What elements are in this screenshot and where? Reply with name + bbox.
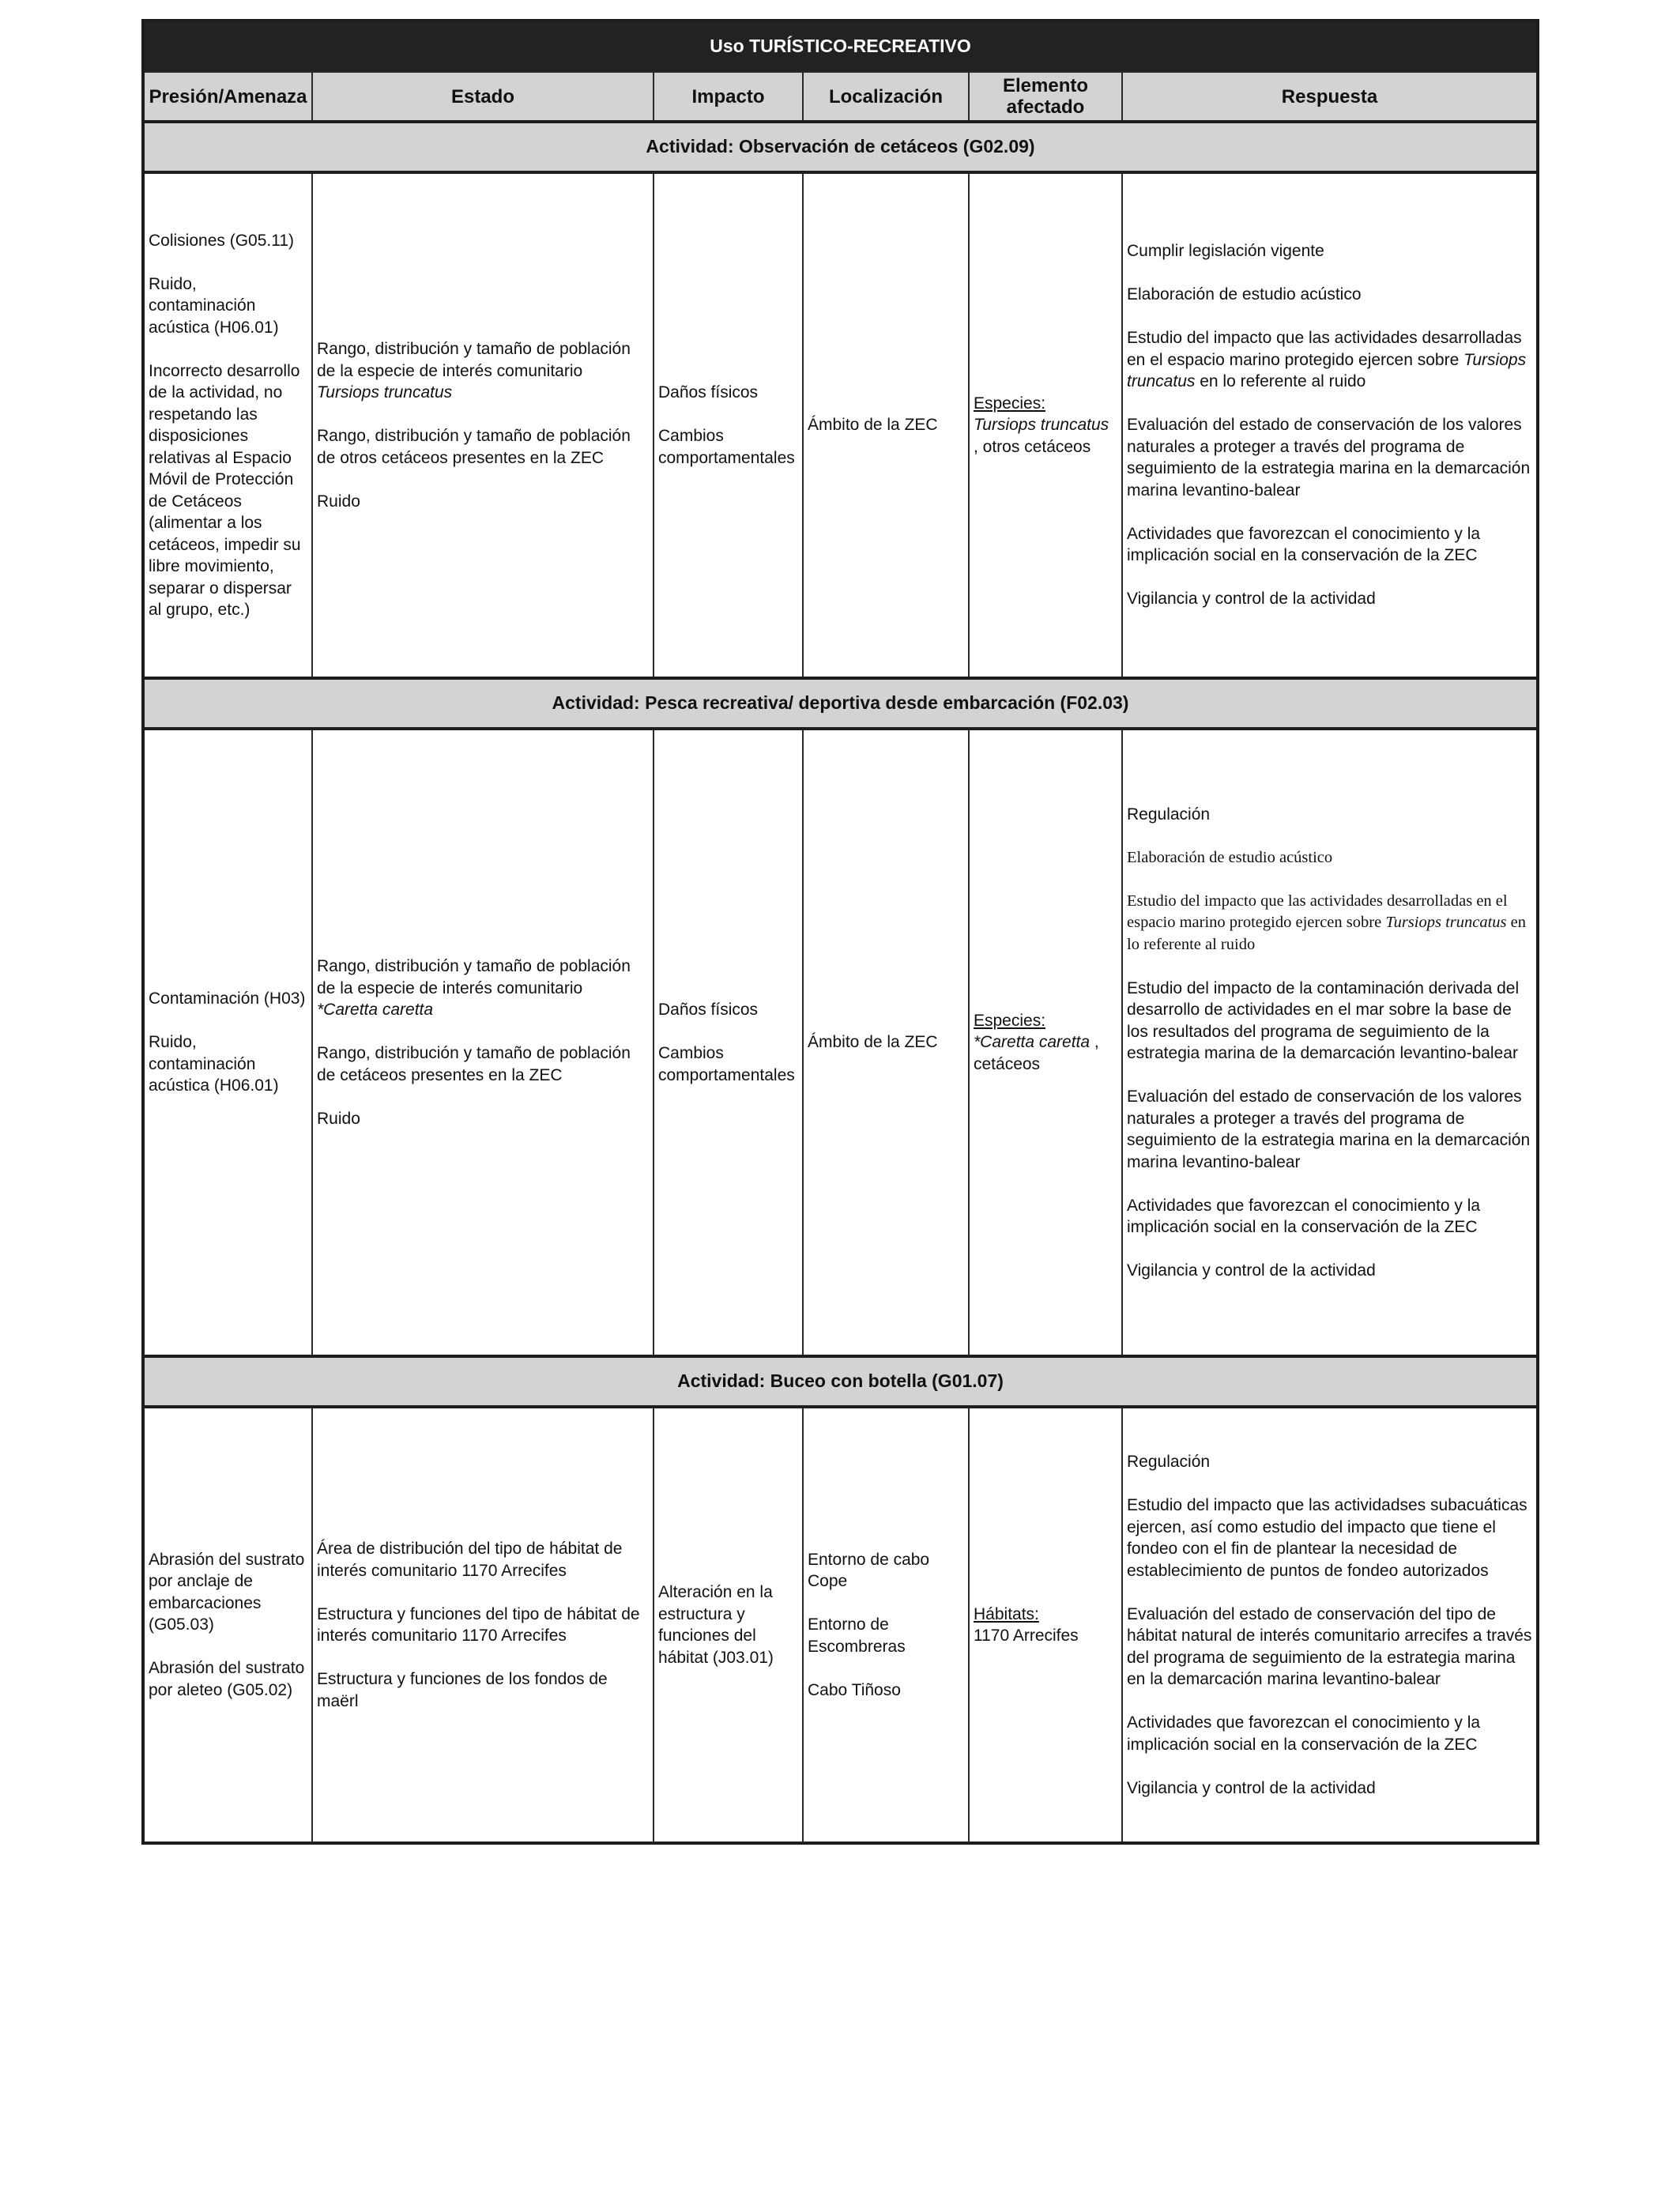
measures-table (141, 19, 1539, 1845)
respuesta-item: Actividades que favorezcan el conocimiento y la implicación social en la conservación de la ZEC (1127, 1713, 1481, 1754)
species-name: *Caretta caretta (317, 1001, 434, 1019)
respuesta-item: Estudio del impacto de la contaminación derivada del desarrollo de actividades en el mar sobre la base de los resultados del programa de seguimiento de la estrategia marina de la demarcación levantino-balear (1127, 978, 1520, 1062)
estado-item: Ruido (317, 1109, 360, 1128)
respuesta-item: Evaluación del estado de conservación de los valores naturales a proteger a través del programa de seguimiento de la estrategia marina en la demarcación marina levantino-balear (1127, 1088, 1531, 1171)
elemento-cell (969, 1407, 1122, 1843)
impacto-item: Alteración en la estructura y funciones del hábitat (J03.01) (658, 1583, 774, 1667)
estado-cell (312, 1407, 654, 1843)
impacto-item: Daños físicos (658, 383, 759, 401)
table-row (143, 1407, 1538, 1843)
respuesta-cell (1122, 1407, 1538, 1843)
elemento-label: Especies: (974, 1011, 1046, 1030)
respuesta-item: Evaluación del estado de conservación de los valores naturales a proteger a través del programa de seguimiento de la estrategia marina en la demarcación marina levantino-balear (1127, 416, 1531, 499)
table-row (143, 172, 1538, 678)
localizacion-cell (803, 729, 969, 1356)
col-respuesta: Respuesta (1122, 72, 1538, 122)
elemento-label: Hábitats: (974, 1604, 1039, 1623)
estado-cell (312, 172, 654, 678)
activity-row (143, 1356, 1538, 1407)
respuesta-item: Actividades que favorezcan el conocimiento y la implicación social en la conservación de la ZEC (1127, 1196, 1481, 1236)
respuesta-cell (1122, 729, 1538, 1356)
localizacion-item: Ámbito de la ZEC (808, 1033, 938, 1052)
col-estado: Estado (312, 72, 654, 122)
elemento-cell (969, 729, 1122, 1356)
estado-text: Rango, distribución y tamaño de población de la especie de interés comunitario (317, 340, 631, 380)
localizacion-item: Entorno de cabo Cope (808, 1550, 930, 1591)
estado-item: Área de distribución del tipo de hábitat de interés comunitario 1170 Arrecifes (317, 1540, 623, 1580)
presion-item: Incorrecto desarrollo de la actividad, no respetando las disposiciones relativas al Espacio Móvil de Protección de Cetáceos (alimentar a los cetáceos, impedir su libre movimiento, separar o dispersar al grupo, etc.) (149, 361, 301, 619)
elemento-label: Especies: (974, 394, 1046, 413)
presion-cell (143, 729, 312, 1356)
col-presion-amenaza: Presión/Amenaza (143, 72, 312, 122)
estado-item: Rango, distribución y tamaño de población de otros cetáceos presentes en la ZEC (317, 427, 631, 467)
activity-title: Actividad: Pesca recreativa/ deportiva desde embarcación (F02.03) (143, 678, 1538, 729)
col-elemento-line-2: afectado (1006, 96, 1085, 118)
presion-item: Colisiones (G05.11) (149, 231, 295, 250)
estado-item (317, 956, 649, 1021)
estado-item: Rango, distribución y tamaño de población de cetáceos presentes en la ZEC (317, 1044, 631, 1084)
estado-item (317, 338, 649, 404)
species-name: Tursiops truncatus (1127, 350, 1527, 391)
col-elemento-afectado (969, 72, 1122, 122)
respuesta-item: Regulación (1127, 1453, 1211, 1471)
presion-item: Abrasión del sustrato por aleteo (G05.02) (149, 1659, 305, 1699)
respuesta-item: Actividades que favorezcan el conocimiento y la implicación social en la conservación de la ZEC (1127, 524, 1481, 565)
estado-item: Estructura y funciones de los fondos de maërl (317, 1670, 608, 1710)
localizacion-item: Entorno de Escombreras (808, 1615, 906, 1656)
impacto-item: Daños físicos (658, 1001, 759, 1019)
respuesta-item: Vigilancia y control de la actividad (1127, 1261, 1376, 1280)
presion-cell (143, 172, 312, 678)
presion-item: Contaminación (H03) (149, 990, 306, 1008)
localizacion-cell (803, 172, 969, 678)
table-title-row (143, 21, 1538, 72)
localizacion-item: Ámbito de la ZEC (808, 416, 938, 435)
respuesta-item: Vigilancia y control de la actividad (1127, 1778, 1376, 1797)
presion-cell (143, 1407, 312, 1843)
respuesta-item: Vigilancia y control de la actividad (1127, 590, 1376, 609)
respuesta-item: Evaluación del estado de conservación del tipo de hábitat natural de interés comunitario arrecifes a través del programa de seguimiento de la estrategia marina en la demarcación marina levantino-balear (1127, 1604, 1532, 1688)
activity-row (143, 678, 1538, 729)
species-name: Tursiops truncatus (974, 416, 1109, 435)
presion-item: Abrasión del sustrato por anclaje de embarcaciones (G05.03) (149, 1550, 305, 1634)
respuesta-item: Elaboración de estudio acústico (1127, 285, 1362, 304)
activity-row (143, 122, 1538, 172)
impacto-cell (654, 729, 803, 1356)
elemento-cell (969, 172, 1122, 678)
activity-title: Actividad: Buceo con botella (G01.07) (143, 1356, 1538, 1407)
localizacion-cell (803, 1407, 969, 1843)
table-row (143, 729, 1538, 1356)
col-impacto: Impacto (654, 72, 803, 122)
respuesta-item: Elaboración de estudio acústico (1127, 848, 1333, 866)
elemento-value: Tursiops truncatus , otros cetáceos (974, 416, 1109, 456)
respuesta-item: Estudio del impacto que las actividades desarrolladas en el espacio marino protegido ejercen sobre Tursiops truncatus en lo referente al ruido (1127, 329, 1527, 391)
elemento-value: 1170 Arrecifes (974, 1627, 1079, 1645)
presion-item: Ruido, contaminación acústica (H06.01) (149, 274, 279, 337)
localizacion-item: Cabo Tiñoso (808, 1680, 901, 1699)
col-elemento-line-1: Elemento (1002, 75, 1089, 96)
elemento-value: *Caretta caretta , cetáceos (974, 1033, 1099, 1073)
species-name: Tursiops truncatus (317, 383, 453, 401)
impacto-cell (654, 172, 803, 678)
presion-item: Ruido, contaminación acústica (H06.01) (149, 1033, 279, 1095)
estado-item: Ruido (317, 492, 360, 511)
respuesta-item: Regulación (1127, 805, 1211, 824)
impacto-item: Cambios comportamentales (658, 1044, 795, 1084)
impacto-cell (654, 1407, 803, 1843)
estado-text: Rango, distribución y tamaño de población de la especie de interés comunitario (317, 957, 631, 997)
impacto-item: Cambios comportamentales (658, 427, 795, 467)
respuesta-item: Estudio del impacto que las actividadses subacuáticas ejercen, así como estudio del impacto que tiene el fondeo con el fin de plantear la necesidad de establecimiento de puntos de fondeo autorizados (1127, 1496, 1527, 1580)
respuesta-cell (1122, 172, 1538, 678)
respuesta-item: Estudio del impacto que las actividades desarrolladas en el espacio marino protegido ejercen sobre Tursiops truncatus en lo referente al ruido (1127, 892, 1527, 953)
respuesta-item: Cumplir legislación vigente (1127, 242, 1324, 261)
table-title: Uso TURÍSTICO-RECREATIVO (143, 21, 1538, 72)
column-header-row (143, 72, 1538, 122)
estado-item: Estructura y funciones del tipo de hábitat de interés comunitario 1170 Arrecifes (317, 1604, 640, 1645)
estado-cell (312, 729, 654, 1356)
species-name: *Caretta caretta (974, 1033, 1090, 1052)
col-localizacion: Localización (803, 72, 969, 122)
activity-title: Actividad: Observación de cetáceos (G02.09) (143, 122, 1538, 172)
species-name: Tursiops truncatus (1385, 914, 1507, 931)
